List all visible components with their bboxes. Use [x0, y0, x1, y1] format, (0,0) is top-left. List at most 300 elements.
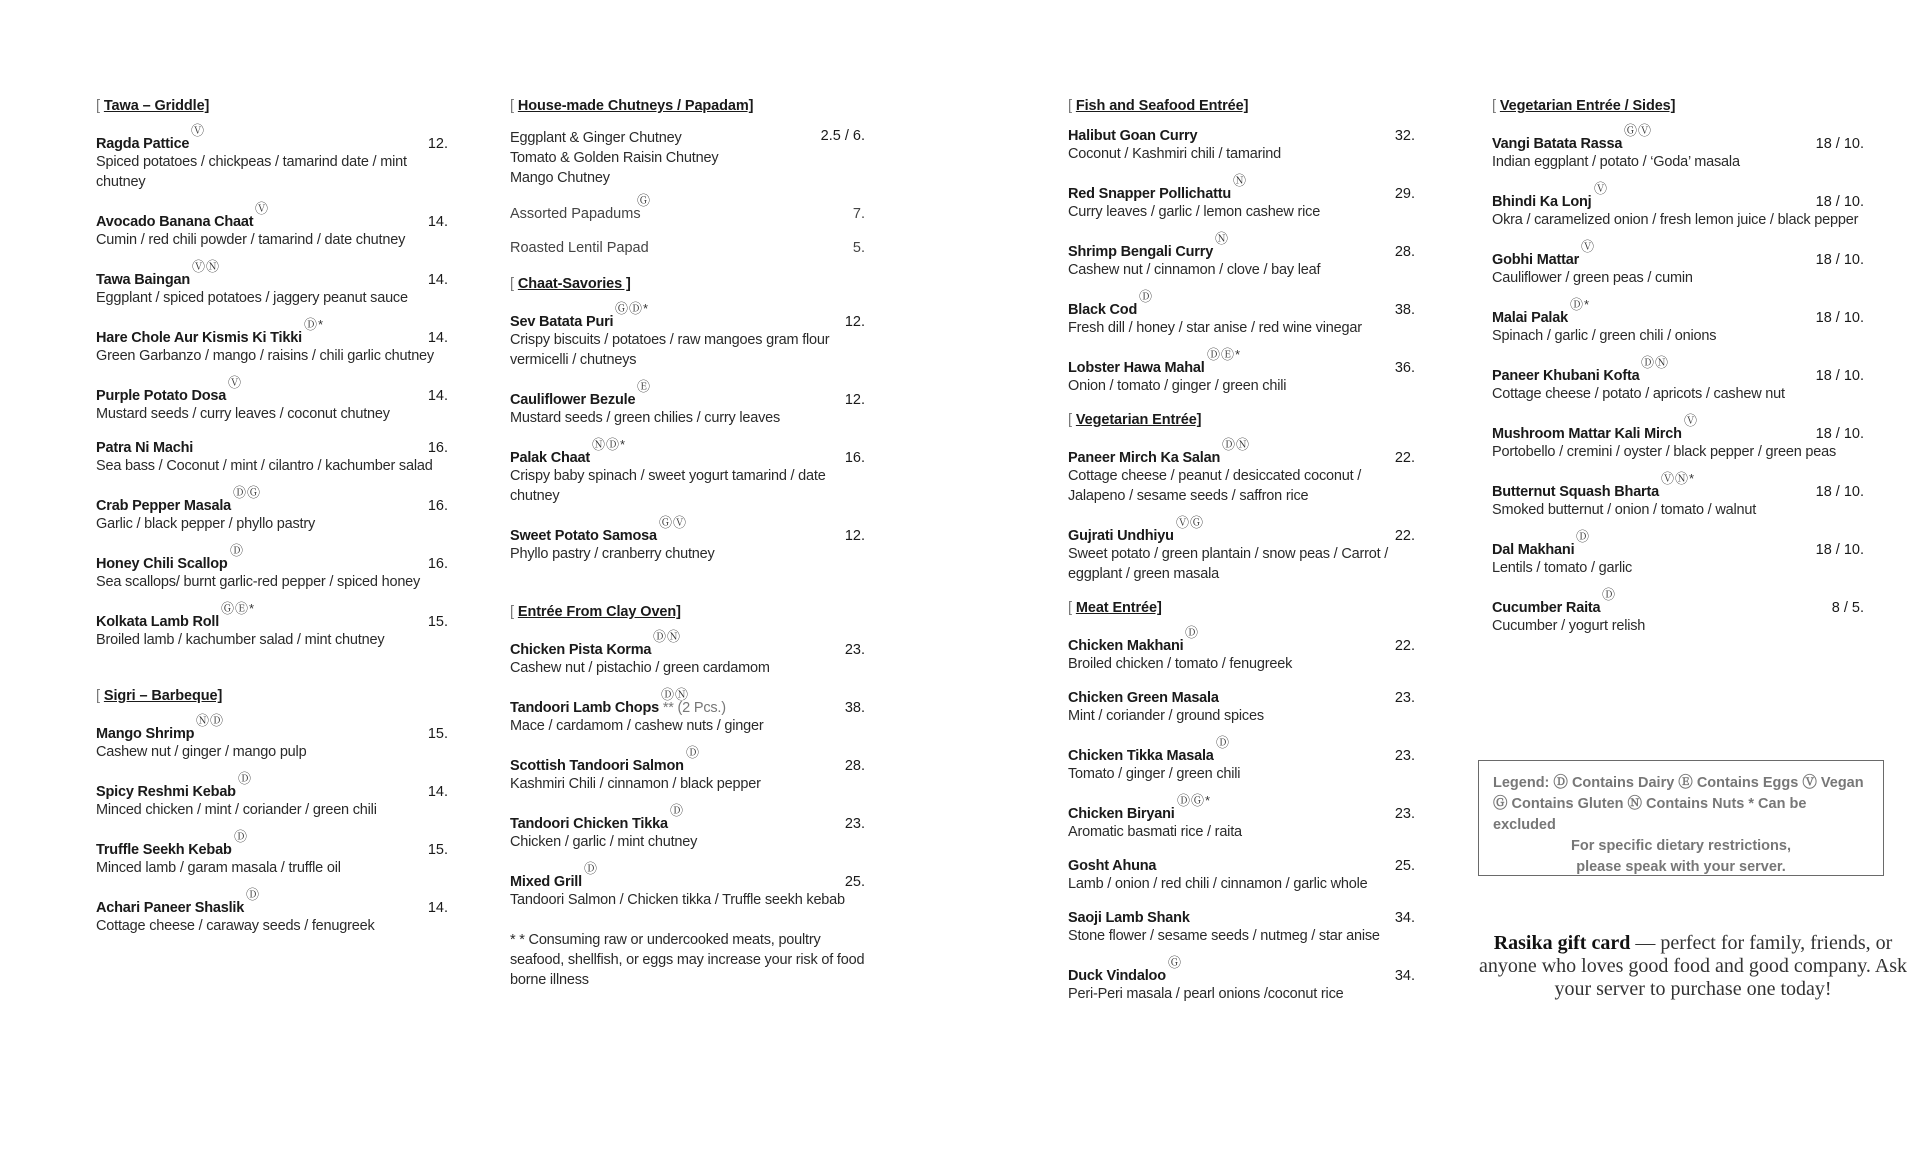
item-price: 34. [1394, 910, 1415, 926]
item-name [1492, 136, 1864, 152]
section-heading-chutneys [510, 98, 865, 114]
item-name [96, 136, 448, 152]
menu-item [96, 440, 448, 476]
chutney-line: Eggplant & Ginger Chutney [510, 130, 682, 146]
section-heading [1068, 98, 1415, 114]
section-title: Vegetarian Entrée] [1075, 412, 1202, 428]
dietary-badges: Ⓓ [1185, 625, 1200, 640]
item-name [1068, 360, 1415, 376]
item-price: 5. [852, 240, 865, 256]
menu-item [510, 629, 865, 678]
menu-item [1068, 437, 1415, 506]
item-price: 36. [1394, 360, 1415, 376]
gift-card-title: Rasika gift card [1493, 932, 1631, 954]
item-price: 18 / 10. [1815, 426, 1864, 442]
dietary-badges: ⒹⒺ* [1207, 347, 1242, 362]
item-price: 16. [427, 556, 448, 572]
item-name-text: Achari Paneer Shaslik [96, 900, 245, 916]
item-price: 14. [427, 784, 448, 800]
item-price: 16. [844, 450, 865, 466]
menu-item [510, 437, 865, 506]
menu-item [1068, 793, 1415, 842]
item-description: Broiled chicken / tomato / fenugreek [1068, 656, 1293, 672]
dietary-badges: Ⓝ [1215, 231, 1230, 246]
menu-item [96, 485, 448, 534]
item-price: 28. [844, 758, 865, 774]
item-price: 28. [1394, 244, 1415, 260]
section-heading [510, 604, 865, 620]
item-name [510, 874, 865, 890]
item-name [1068, 968, 1415, 984]
dietary-badges: ⒹⓃ [1222, 437, 1251, 452]
dietary-badges: ⓋⒼ [1176, 515, 1205, 530]
item-description: Sea bass / Coconut / mint / cilantro / kachumber salad [96, 458, 433, 474]
item-name [510, 642, 865, 658]
item-name-text: Sweet Potato Samosa [510, 528, 657, 544]
dietary-badges: Ⓓ [1216, 735, 1231, 750]
dietary-badges: Ⓝ [1233, 173, 1248, 188]
item-name-text: Chicken Pista Korma [510, 642, 652, 658]
menu-item [510, 803, 865, 852]
item-price: 12. [844, 392, 865, 408]
item-name [1068, 528, 1415, 544]
item-price: 23. [844, 642, 865, 658]
menu-item [1068, 690, 1415, 726]
dietary-badges: ⓃⒹ [196, 713, 225, 728]
dietary-badges: ⒼⒺ* [221, 601, 256, 616]
menu-item [96, 601, 448, 650]
item-price: 12. [844, 528, 865, 544]
item-description: Mustard seeds / curry leaves / coconut chutney [96, 406, 390, 422]
item-description: Crispy baby spinach / sweet yogurt tamarind / date chutney [510, 468, 826, 504]
item-name [1492, 368, 1864, 384]
item-description: Cottage cheese / potato / apricots / cashew nut [1492, 386, 1785, 402]
item-price: 22. [1394, 450, 1415, 466]
item-name [96, 556, 448, 572]
item-description: Kashmiri Chili / cinnamon / black pepper [510, 776, 761, 792]
item-name-text: Vangi Batata Rassa [1492, 136, 1623, 152]
item-name-text: Paneer Khubani Kofta [1492, 368, 1640, 384]
dietary-badges: Ⓓ* [1570, 297, 1591, 312]
dietary-badges: Ⓖ [1168, 955, 1183, 970]
dietary-badges: ⒼⓋ [659, 515, 688, 530]
item-price: 12. [427, 136, 448, 152]
chutney-price: 2.5 / 6. [820, 128, 865, 144]
item-price: 32. [1394, 128, 1415, 144]
section-title: Chaat-Savories ] [517, 276, 631, 292]
menu-item [510, 379, 865, 428]
menu-item [96, 123, 448, 192]
menu-item [1068, 347, 1415, 396]
item-price: 16. [427, 498, 448, 514]
chutney-line: Mango Chutney [510, 170, 610, 186]
item-description: Cauliflower / green peas / cumin [1492, 270, 1693, 286]
item-name [1492, 426, 1864, 442]
dietary-badges: ⒹⓃ [1641, 355, 1670, 370]
item-name-text: Malai Palak [1492, 310, 1568, 326]
menu-item [96, 543, 448, 592]
item-name [96, 388, 448, 404]
dietary-badges: Ⓥ [255, 201, 270, 216]
bracket: [ [510, 98, 514, 114]
section-heading [96, 688, 448, 704]
dietary-badges: Ⓓ [246, 887, 261, 902]
legend-line: please speak with your server. [1576, 859, 1786, 875]
item-description: Lentils / tomato / garlic [1492, 560, 1633, 576]
dietary-badges: Ⓥ [1581, 239, 1596, 254]
menu-item [1068, 858, 1415, 894]
item-portion-note: ** (2 Pcs.) [662, 700, 726, 716]
dietary-badges: Ⓓ [234, 829, 249, 844]
item-description: Mace / cardamom / cashew nuts / ginger [510, 718, 764, 734]
item-name-text: Purple Potato Dosa [96, 388, 227, 404]
menu-item [1492, 297, 1864, 346]
item-price: 18 / 10. [1815, 368, 1864, 384]
item-price: 34. [1394, 968, 1415, 984]
item-price: 8 / 5. [1831, 600, 1864, 616]
dietary-badges: Ⓔ [637, 379, 652, 394]
item-price: 38. [844, 700, 865, 716]
menu-item [1068, 625, 1415, 674]
legend-line: Legend: Ⓓ Contains Dairy Ⓔ Contains Eggs Ⓥ Vegan [1493, 775, 1864, 791]
item-price: 38. [1394, 302, 1415, 318]
bracket: [ [1068, 412, 1072, 428]
item-name [96, 272, 448, 288]
bracket: [ [1068, 98, 1072, 114]
item-name-text: Ragda Pattice [96, 136, 190, 152]
dietary-badges: ⒹⒼ [233, 485, 262, 500]
item-name-text: Truffle Seekh Kebab [96, 842, 232, 858]
item-price: 7. [852, 206, 865, 222]
item-description: Tandoori Salmon / Chicken tikka / Truffle seekh kebab [510, 892, 845, 908]
section-title: Fish and Seafood Entrée] [1075, 98, 1249, 114]
item-name-text: Chicken Green Masala [1068, 690, 1219, 706]
section-heading [1492, 98, 1864, 114]
gift-card-promo [1478, 932, 1908, 1001]
item-description: Chicken / garlic / mint chutney [510, 834, 698, 850]
item-description: Sweet potato / green plantain / snow peas / Carrot / eggplant / green masala [1068, 546, 1389, 582]
item-name-text: Shrimp Bengali Curry [1068, 244, 1214, 260]
item-name: Assorted Papadums [510, 206, 641, 222]
menu-item [96, 771, 448, 820]
dietary-badges: ⓃⒹ* [592, 437, 627, 452]
menu-column-4 [1492, 98, 1864, 652]
item-name [96, 726, 448, 742]
section-heading [1068, 600, 1415, 616]
item-description: Cucumber / yogurt relish [1492, 618, 1646, 634]
bracket: [ [510, 276, 514, 292]
dietary-badges: Ⓓ [238, 771, 253, 786]
item-price: 23. [1394, 806, 1415, 822]
item-name-text: Duck Vindaloo [1068, 968, 1166, 984]
item-price: 15. [427, 842, 448, 858]
item-description: Peri-Peri masala / pearl onions /coconut rice [1068, 986, 1344, 1002]
section-title: Sigri – Barbeque] [103, 688, 223, 704]
menu-item [96, 201, 448, 250]
dietary-badges: ⓋⓃ* [1661, 471, 1696, 486]
dietary-badges: ⒼⓋ [1624, 123, 1653, 138]
item-name [1068, 910, 1415, 926]
item-price: 23. [844, 816, 865, 832]
item-name [96, 214, 448, 230]
item-name-text: Halibut Goan Curry [1068, 128, 1198, 144]
item-description: Cottage cheese / caraway seeds / fenugreek [96, 918, 375, 934]
item-description: Lamb / onion / red chili / cinnamon / garlic whole [1068, 876, 1368, 892]
item-name-text: Chicken Makhani [1068, 638, 1184, 654]
raw-food-footnote: * * Consuming raw or undercooked meats, poultry seafood, shellfish, or eggs may increase your risk of food borne illness [510, 932, 865, 988]
item-name [96, 900, 448, 916]
item-name-text: Cucumber Raita [1492, 600, 1601, 616]
dietary-badges: Ⓓ [1576, 529, 1591, 544]
item-name-text: Chicken Tikka Masala [1068, 748, 1214, 764]
item-name-text: Mushroom Mattar Kali Mirch [1492, 426, 1682, 442]
dietary-badges: ⓋⓃ [192, 259, 221, 274]
item-description: Green Garbanzo / mango / raisins / chili garlic chutney [96, 348, 434, 364]
item-description: Crispy biscuits / potatoes / raw mangoes gram flour vermicelli / chutneys [510, 332, 830, 368]
item-name-text: Red Snapper Pollichattu [1068, 186, 1231, 202]
menu-item [1068, 515, 1415, 584]
menu-item [1068, 231, 1415, 280]
item-price: 18 / 10. [1815, 252, 1864, 268]
item-description: Spiced potatoes / chickpeas / tamarind date / mint chutney [96, 154, 407, 190]
item-name-text: Kolkata Lamb Roll [96, 614, 220, 630]
item-description: Cumin / red chili powder / tamarind / date chutney [96, 232, 406, 248]
item-price: 14. [427, 214, 448, 230]
item-name [510, 450, 865, 466]
menu-item [1068, 173, 1415, 222]
item-name-text: Mixed Grill [510, 874, 582, 890]
item-price: 14. [427, 900, 448, 916]
papadums-item [510, 193, 865, 222]
menu-item [1068, 955, 1415, 1004]
item-name [510, 816, 865, 832]
menu-item [1492, 181, 1864, 230]
section-title: Vegetarian Entrée / Sides] [1499, 98, 1676, 114]
item-name [96, 440, 448, 456]
item-name-text: Patra Ni Machi [96, 440, 194, 456]
dietary-badges: ⒹⒼ* [1177, 793, 1212, 808]
item-name-text: Saoji Lamb Shank [1068, 910, 1190, 926]
item-name-text: Paneer Mirch Ka Salan [1068, 450, 1221, 466]
item-name: Roasted Lentil Papad [510, 240, 649, 256]
item-name [1492, 542, 1864, 558]
item-name-text: Hare Chole Aur Kismis Ki Tikki [96, 330, 302, 346]
menu-item [96, 259, 448, 308]
dietary-badges: Ⓖ [637, 193, 652, 208]
item-name [510, 314, 865, 330]
item-name-text: Tawa Baingan [96, 272, 191, 288]
item-name [1068, 302, 1415, 318]
item-description: Cashew nut / cinnamon / clove / bay leaf [1068, 262, 1321, 278]
menu-item [1492, 413, 1864, 462]
item-price: 14. [427, 272, 448, 288]
item-price: 16. [427, 440, 448, 456]
item-name-text: Tandoori Chicken Tikka [510, 816, 668, 832]
menu-column-3 [1068, 98, 1415, 1020]
item-description: Mint / coriander / ground spices [1068, 708, 1264, 724]
item-description: Aromatic basmati rice / raita [1068, 824, 1242, 840]
section-title: House-made Chutneys / Papadam] [517, 98, 754, 114]
menu-item [1068, 128, 1415, 164]
dietary-badges: Ⓥ [1684, 413, 1699, 428]
item-name-text: Chicken Biryani [1068, 806, 1175, 822]
dietary-badges: Ⓓ [670, 803, 685, 818]
item-name-text: Spicy Reshmi Kebab [96, 784, 236, 800]
legend-line: For specific dietary restrictions, [1571, 838, 1791, 854]
item-description: Stone flower / sesame seeds / nutmeg / star anise [1068, 928, 1380, 944]
dietary-badges: Ⓓ [230, 543, 245, 558]
section-heading [510, 276, 865, 292]
chutney-line: Tomato & Golden Raisin Chutney [510, 150, 719, 166]
menu-item [510, 515, 865, 564]
item-price: 23. [1394, 690, 1415, 706]
chutney-list [510, 128, 865, 188]
bracket: [ [1068, 600, 1072, 616]
item-name-text: Avocado Banana Chaat [96, 214, 254, 230]
item-description: Curry leaves / garlic / lemon cashew rice [1068, 204, 1321, 220]
item-description: Mustard seeds / green chilies / curry leaves [510, 410, 781, 426]
menu-item [96, 375, 448, 424]
item-description: Phyllo pastry / cranberry chutney [510, 546, 715, 562]
item-name-text: Cauliflower Bezule [510, 392, 636, 408]
item-name-text: Scottish Tandoori Salmon [510, 758, 684, 774]
lentil-papad-item [510, 240, 865, 256]
item-price: 14. [427, 388, 448, 404]
item-price: 15. [427, 726, 448, 742]
item-name-text: Lobster Hawa Mahal [1068, 360, 1205, 376]
item-price: 12. [844, 314, 865, 330]
item-description: Portobello / cremini / oyster / black pepper / green peas [1492, 444, 1837, 460]
menu-item [1492, 355, 1864, 404]
item-description: Onion / tomato / ginger / green chili [1068, 378, 1287, 394]
item-name [96, 498, 448, 514]
menu-item [96, 887, 448, 936]
menu-item [96, 317, 448, 366]
item-name-text: Honey Chili Scallop [96, 556, 228, 572]
item-name-text: Gosht Ahuna [1068, 858, 1157, 874]
menu-item [1492, 239, 1864, 288]
item-price: 25. [1394, 858, 1415, 874]
dietary-badges: Ⓓ [686, 745, 701, 760]
item-name-text: Gobhi Mattar [1492, 252, 1580, 268]
section-title: Meat Entrée] [1075, 600, 1162, 616]
section-heading [96, 98, 448, 114]
menu-item [1068, 735, 1415, 784]
item-description: Broiled lamb / kachumber salad / mint chutney [96, 632, 385, 648]
item-name [1068, 638, 1415, 654]
menu-column-2 [510, 98, 865, 990]
item-name-text: Tandoori Lamb Chops [510, 700, 659, 716]
gift-card-text: — perfect for family, friends, or anyone who loves good food and good company. Ask your server to purchase one today! [1478, 932, 1908, 1000]
item-name [1492, 194, 1864, 210]
menu-item [96, 829, 448, 878]
bracket: [ [96, 98, 100, 114]
item-name [1068, 690, 1415, 706]
section-title: Entrée From Clay Oven] [517, 604, 681, 620]
item-price: 15. [427, 614, 448, 630]
item-name-text: Crab Pepper Masala [96, 498, 232, 514]
item-description: Tomato / ginger / green chili [1068, 766, 1241, 782]
item-description: Eggplant / spiced potatoes / jaggery peanut sauce [96, 290, 408, 306]
item-price: 22. [1394, 528, 1415, 544]
item-name [96, 842, 448, 858]
dietary-badges: ⒹⓃ [661, 687, 690, 702]
section-heading [1068, 412, 1415, 428]
section-title: Tawa – Griddle] [103, 98, 210, 114]
item-price: 23. [1394, 748, 1415, 764]
dietary-badges: Ⓥ [1594, 181, 1609, 196]
item-name-text: Black Cod [1068, 302, 1138, 318]
bracket: [ [96, 688, 100, 704]
item-description: Cottage cheese / peanut / desiccated coconut / Jalapeno / sesame seeds / saffron rice [1068, 468, 1362, 504]
item-description: Minced lamb / garam masala / truffle oil [96, 860, 341, 876]
item-name-text: Mango Shrimp [96, 726, 195, 742]
dietary-badges: Ⓥ [191, 123, 206, 138]
item-price: 18 / 10. [1815, 136, 1864, 152]
dietary-badges: Ⓓ [1602, 587, 1617, 602]
item-description: Sea scallops/ burnt garlic-red pepper / spiced honey [96, 574, 421, 590]
item-description: Cashew nut / pistachio / green cardamom [510, 660, 770, 676]
item-description: Cashew nut / ginger / mango pulp [96, 744, 307, 760]
item-description: Smoked butternut / onion / tomato / walnut [1492, 502, 1757, 518]
menu-item [510, 687, 865, 736]
item-name [1068, 858, 1415, 874]
dietary-badges: Ⓓ [1139, 289, 1154, 304]
item-description: Coconut / Kashmiri chili / tamarind [1068, 146, 1281, 162]
item-name [96, 784, 448, 800]
menu-item [510, 861, 865, 910]
menu-column-1 [96, 98, 448, 952]
item-description: Indian eggplant / potato / ‘Goda’ masala [1492, 154, 1740, 170]
dietary-badges: ⒼⒹ* [615, 301, 650, 316]
item-name [96, 614, 448, 630]
item-name [1492, 310, 1864, 326]
item-price: 18 / 10. [1815, 194, 1864, 210]
menu-item [510, 301, 865, 370]
item-price: 22. [1394, 638, 1415, 654]
item-description: Fresh dill / honey / star anise / red wine vinegar [1068, 320, 1362, 336]
menu-item [96, 713, 448, 762]
menu-item [510, 745, 865, 794]
bracket: [ [510, 604, 514, 620]
item-price: 18 / 10. [1815, 310, 1864, 326]
item-name [510, 392, 865, 408]
item-price: 29. [1394, 186, 1415, 202]
legend-line: Ⓖ Contains Gluten Ⓝ Contains Nuts * Can be excluded [1493, 796, 1807, 833]
item-name [1492, 252, 1864, 268]
dietary-legend [1478, 760, 1884, 876]
dietary-badges: ⒹⓃ [653, 629, 682, 644]
item-name-text: Sev Batata Puri [510, 314, 614, 330]
menu-item [1068, 910, 1415, 946]
dietary-badges: Ⓓ* [304, 317, 325, 332]
item-price: 18 / 10. [1815, 484, 1864, 500]
item-name-text: Butternut Squash Bharta [1492, 484, 1659, 500]
item-name-text: Palak Chaat [510, 450, 591, 466]
dietary-badges: Ⓥ [228, 375, 243, 390]
item-name [1068, 244, 1415, 260]
item-price: 25. [844, 874, 865, 890]
item-name-text: Gujrati Undhiyu [1068, 528, 1174, 544]
item-name [1068, 128, 1415, 144]
item-name-text: Dal Makhani [1492, 542, 1575, 558]
dietary-badges: Ⓓ [584, 861, 599, 876]
menu-item [1068, 289, 1415, 338]
menu-item [1492, 529, 1864, 578]
item-name [1068, 806, 1415, 822]
bracket: [ [1492, 98, 1496, 114]
item-name [1068, 748, 1415, 764]
